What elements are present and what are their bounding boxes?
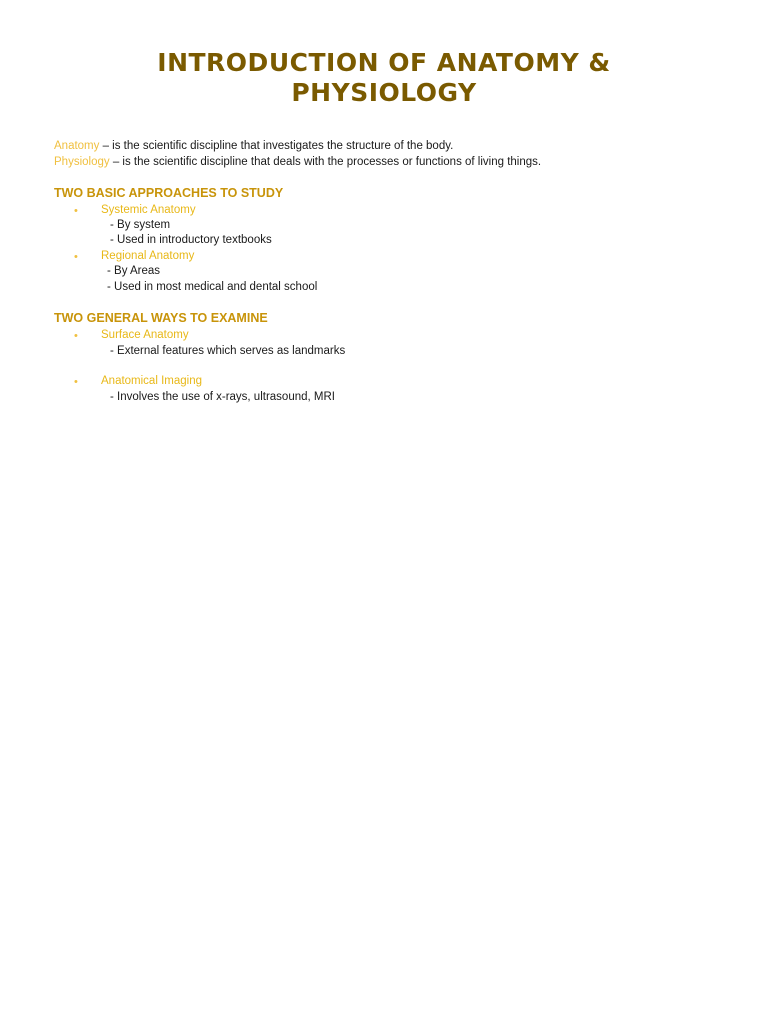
sub-item: - Used in most medical and dental school	[107, 281, 318, 293]
definition-term: Physiology	[54, 156, 110, 168]
sub-item: - External features which serves as landmarks	[110, 345, 346, 357]
title-line-2: PHYSIOLOGY	[291, 78, 477, 107]
section-heading-approaches: TWO BASIC APPROACHES TO STUDY	[54, 186, 284, 200]
definition-text: – is the scientific discipline that investigates the structure of the body.	[99, 140, 454, 152]
definition-term: Anatomy	[54, 140, 100, 152]
page-title	[0, 48, 768, 108]
sub-item: - By system	[110, 219, 171, 231]
list-item-surface-anatomy: Surface Anatomy	[101, 329, 189, 341]
bullet-icon: •	[74, 376, 78, 388]
list-item-regional-anatomy: Regional Anatomy	[101, 250, 195, 262]
section-heading-examine: TWO GENERAL WAYS TO EXAMINE	[54, 311, 268, 325]
title-line-1: INTRODUCTION OF ANATOMY &	[157, 48, 611, 77]
sub-item: - By Areas	[107, 265, 161, 277]
sub-item: - Used in introductory textbooks	[110, 234, 272, 246]
bullet-icon: •	[74, 251, 78, 263]
list-item-systemic-anatomy: Systemic Anatomy	[101, 204, 196, 216]
definition-physiology	[54, 154, 541, 170]
list-item-anatomical-imaging: Anatomical Imaging	[101, 375, 202, 387]
bullet-icon: •	[74, 330, 78, 342]
definition-anatomy	[54, 138, 453, 154]
bullet-icon: •	[74, 205, 78, 217]
sub-item: - Involves the use of x-rays, ultrasound, MRI	[110, 391, 335, 403]
definition-text: – is the scientific discipline that deals with the processes or functions of living things.	[109, 156, 542, 168]
